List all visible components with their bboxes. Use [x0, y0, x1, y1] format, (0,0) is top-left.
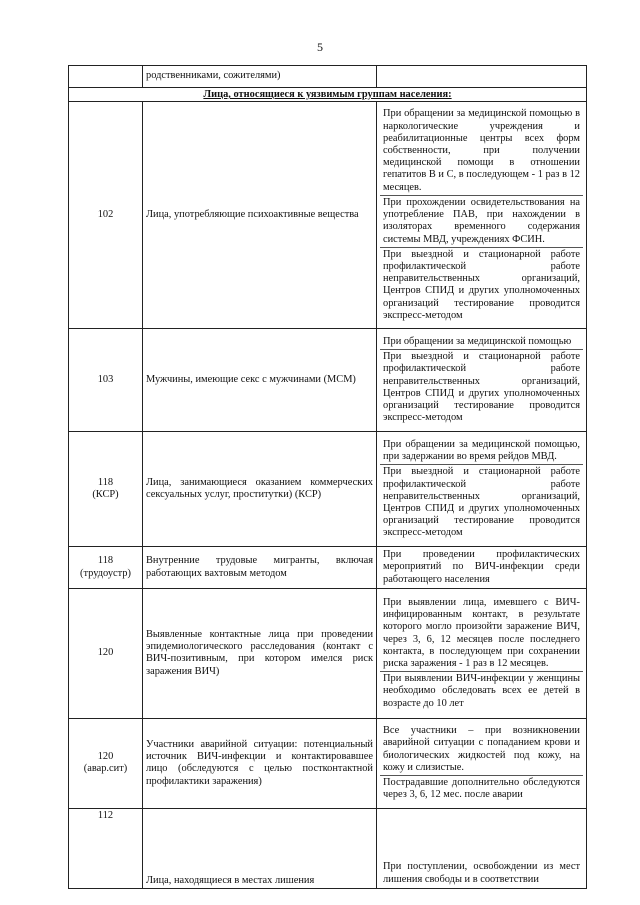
- info-paragraph: Все участники – при возникновении аварийной ситуации с попаданием крови и биологических жидкостей под кожу, на кожу и слизистые.: [383, 725, 580, 773]
- code-cell: [69, 66, 143, 88]
- info-cell: [377, 718, 587, 808]
- group-cell: Внутренние трудовые мигранты, включая работающих вахтовым методом: [143, 547, 377, 589]
- info-cell: [377, 588, 587, 718]
- table-row-continuation: [69, 66, 587, 88]
- group-cell: Лица, находящиеся в местах лишения: [143, 808, 377, 888]
- info-paragraph: При проведении профилактических мероприятий по ВИЧ-инфекции среди работающего населения: [383, 549, 580, 585]
- info-paragraph: При обращении за медицинской помощью: [383, 335, 572, 347]
- table-row: [69, 329, 587, 432]
- table-row: [69, 432, 587, 547]
- info-paragraph: При обращении за медицинской помощью в наркологические учреждения и реабилитационные центры всех форм собственности, при получении медицинской помощи в отношении гепатитов В и С, в последующем - 1 раз в 12 месяцев.: [383, 108, 580, 193]
- info-cell: [377, 432, 587, 547]
- group-cell: Участники аварийной ситуации: потенциальный источник ВИЧ-инфекции и контактировавшее лицо (обследуются с целью постконтактной профилактики заражения): [143, 718, 377, 808]
- info-cell: [377, 329, 587, 432]
- section-heading: [69, 88, 587, 102]
- table-row: [69, 102, 587, 329]
- table-body: [69, 102, 587, 889]
- code-cell: 120 (авар.сит): [69, 718, 143, 808]
- info-paragraph: При поступлении, освобождении из мест лишения свободы и в соответствии: [383, 861, 580, 885]
- group-cell: Выявленные контактные лица при проведении эпидемиологического расследования (контакт с ВИЧ-позитивным, при котором имелся риск заражения ВИЧ): [143, 588, 377, 718]
- section-heading-text: Лица, относящиеся к уязвимым группам населения:: [203, 89, 452, 100]
- group-cell: Лица, употребляющие психоактивные вещества: [143, 102, 377, 329]
- code-cell: 102: [69, 102, 143, 329]
- table-row: [69, 718, 587, 808]
- info-paragraph: Пострадавшие дополнительно обследуются через 3, 6, 12 мес. после аварии: [380, 775, 583, 802]
- code-cell: 112: [69, 808, 143, 888]
- info-cell: [377, 66, 587, 88]
- table-row: [69, 588, 587, 718]
- info-cell: [377, 102, 587, 329]
- code-cell: 118 (трудоустр): [69, 547, 143, 589]
- info-paragraph: При выездной и стационарной работе профилактической работе неправительственных организаций, Центров СПИД и других уполномоченных организаций тестирование проводится экспресс-методом: [380, 247, 583, 323]
- table-row: [69, 547, 587, 589]
- code-cell: 103: [69, 329, 143, 432]
- hiv-testing-table: [68, 65, 587, 889]
- group-cell: Мужчины, имеющие секс с мужчинами (МСМ): [143, 329, 377, 432]
- code-cell: 120: [69, 588, 143, 718]
- info-paragraph: При выявлении ВИЧ-инфекции у женщины необходимо обследовать всех ее детей в возрасте до 10 лет: [380, 671, 583, 711]
- page-number: 5: [317, 40, 323, 54]
- info-paragraph: При обращении за медицинской помощью, при задержании во время рейдов МВД.: [383, 438, 580, 463]
- group-cell: родственниками, сожителями): [143, 66, 377, 88]
- info-cell: [377, 547, 587, 589]
- info-cell: [377, 808, 587, 888]
- info-paragraph: При выездной и стационарной работе профилактической работе неправительственных организаций, Центров СПИД и других уполномоченных организаций тестирование проводится экспресс-методом: [380, 349, 583, 425]
- table-row: [69, 808, 587, 888]
- code-cell: 118 (КСР): [69, 432, 143, 547]
- group-cell: Лица, занимающиеся оказанием коммерческих сексуальных услуг, проститутки) (КСР): [143, 432, 377, 547]
- section-row: [69, 88, 587, 102]
- info-paragraph: При выявлении лица, имевшего с ВИЧ-инфицированным контакт, в результате которого могло произойти заражение ВИЧ, через 3, 6, 12 месяцев после последнего контакта, в последующем при сохранении риска заражения - 1 раз в 12 месяцев.: [383, 596, 580, 669]
- info-paragraph: При прохождении освидетельствования на употребление ПАВ, при нахождении в изоляторах временного содержания системы МВД, учреждениях ФСИН.: [380, 195, 583, 247]
- info-paragraph: При выездной и стационарной работе профилактической работе неправительственных организаций, Центров СПИД и других уполномоченных организаций тестирование проводится экспресс-методом: [380, 464, 583, 540]
